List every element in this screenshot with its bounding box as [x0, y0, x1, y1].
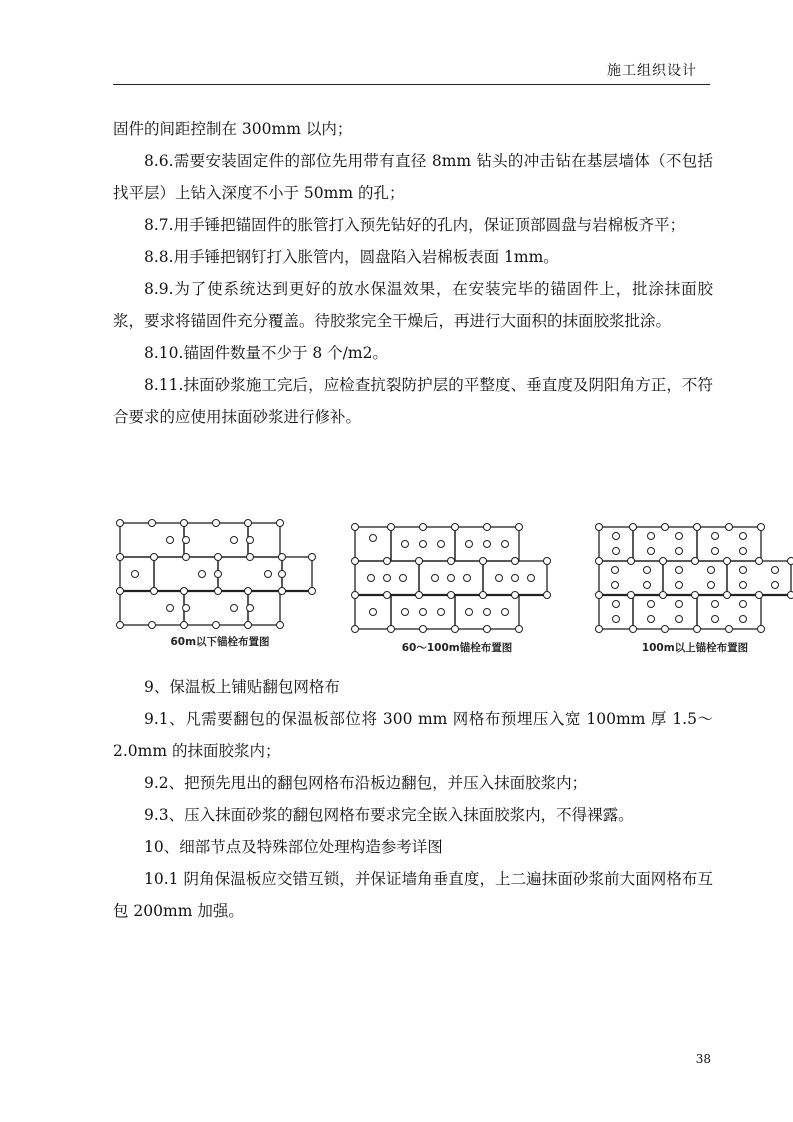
figure-caption: 100m以上锚栓布置图	[641, 642, 749, 654]
section-heading: 9、保温板上铺贴翻包网格布	[144, 678, 340, 696]
figure-caption: 60～100m锚栓布置图	[401, 642, 513, 654]
paragraph: 9.3、压入抹面砂浆的翻包网格布要求完全嵌入抹面胶浆内，不得裸露。	[144, 806, 634, 824]
paragraph: 8.10.锚固件数量不少于 8 个/m2。	[144, 344, 388, 362]
page-number: 38	[695, 1052, 711, 1066]
paragraph: 10.1 阴角保温板应交错互锁，并保证墙角垂直度，上二遍抹面砂浆前大面网格布互包 200mm 加强。	[113, 870, 713, 920]
paragraph: 8.11.抹面砂浆施工完后，应检查抗裂防护层的平整度、垂直度及阴阳角方正，不符合要求的应使用抹面砂浆进行修补。	[113, 376, 713, 426]
body-text-top	[113, 113, 713, 433]
section-heading: 10、细部节点及特殊部位处理构造参考详图	[144, 838, 443, 856]
paragraph: 9.2、把预先甩出的翻包网格布沿板边翻包，并压入抹面胶浆内；	[144, 774, 588, 792]
body-text-bottom	[113, 671, 713, 927]
anchor-layout-figures	[0, 505, 793, 665]
header-rule	[113, 84, 710, 85]
paragraph: 8.8.用手锤把钢钉打入胀管内，圆盘陷入岩棉板表面 1mm。	[144, 248, 559, 266]
figure-caption: 60m以下锚栓布置图	[170, 636, 270, 648]
paragraph: 8.6.需要安装固定件的部位先用带有直径 8mm 钻头的冲击钻在基层墙体（不包括找平层）上钻入深度不小于 50mm 的孔；	[113, 152, 713, 202]
paragraph: 固件的间距控制在 300mm 以内；	[113, 120, 353, 138]
paragraph: 9.1、凡需要翻包的保温板部位将 300 mm 网格布预埋压入宽 100mm 厚 1.5～2.0mm 的抹面胶浆内；	[113, 710, 713, 760]
paragraph: 8.9.为了使系统达到更好的放水保温效果，在安装完毕的锚固件上，批涂抹面胶浆，要求将锚固件充分覆盖。待胶浆完全干燥后，再进行大面积的抹面胶浆批涂。	[113, 280, 713, 330]
header-title: 施工组织设计	[607, 63, 697, 79]
paragraph: 8.7.用手锤把锚固件的胀管打入预先钻好的孔内，保证顶部圆盘与岩棉板齐平；	[144, 216, 686, 234]
